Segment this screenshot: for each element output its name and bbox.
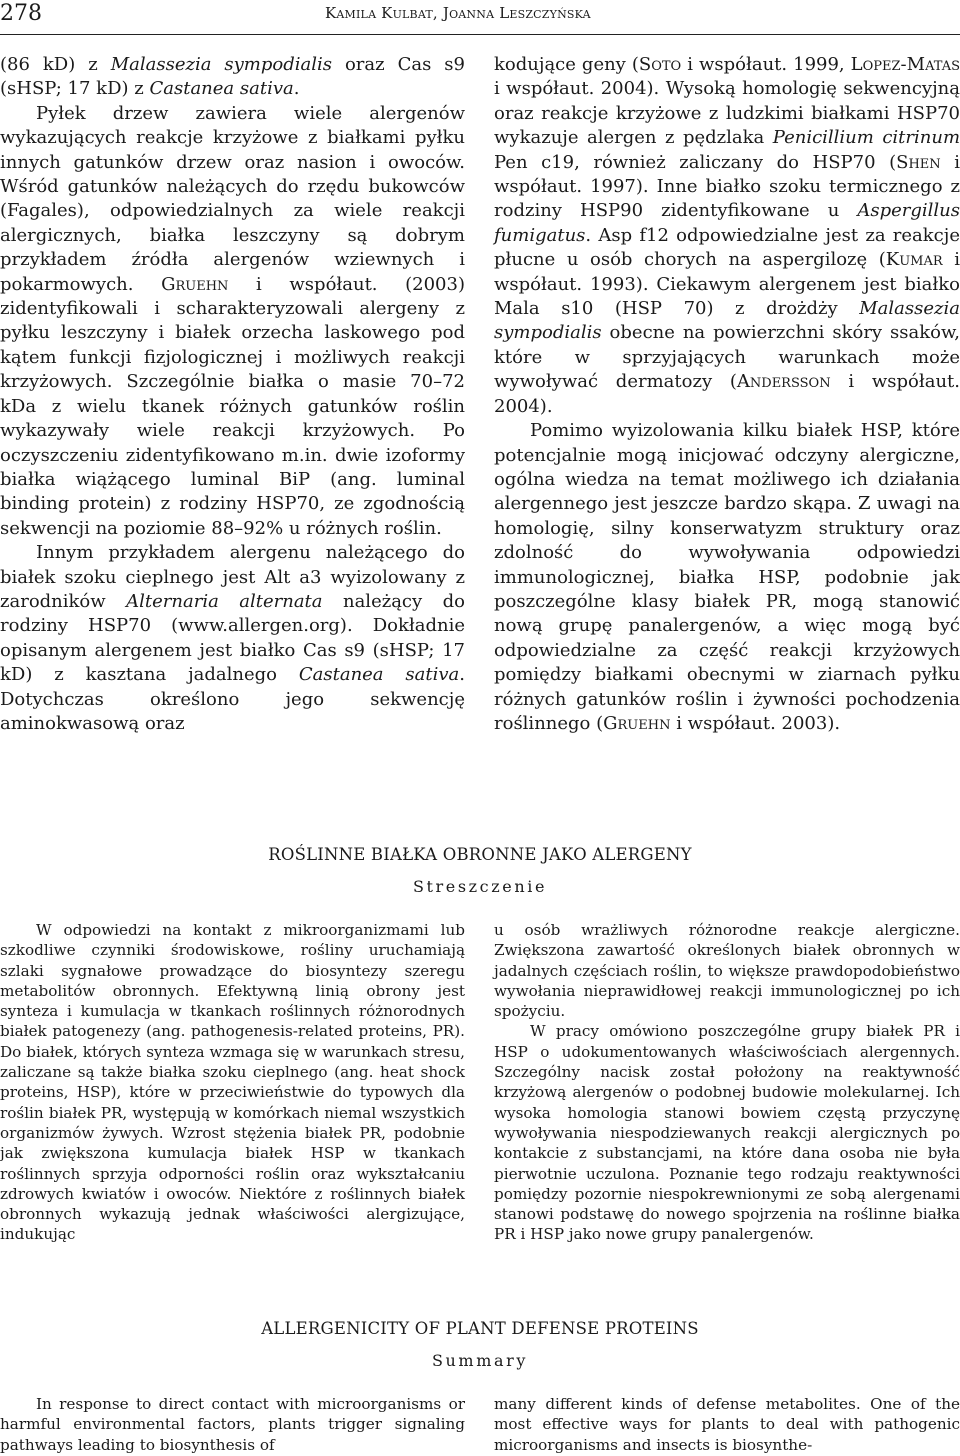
species-name: Castanea sativa [298, 664, 460, 686]
abstract-paragraph: u osób wrażliwych różnorodne reakcje alergiczne. Zwiększona zawartość określonych białek obronnych w jadalnych częściach roślin, to większe prawdopodobieństwo wywołania nieprawidłowej reakcji immunologicznej po ich spożyciu. [494, 921, 960, 1021]
species-name: Malassezia sympodialis [494, 298, 960, 344]
text-run: i współaut. 1997). Inne białko szoku termicznego z rodziny HSP90 zidentyfikowane u [494, 151, 960, 222]
text-run: kodujące geny ( [494, 54, 639, 75]
running-title-authors: Kamila Kulbat, Joanna Leszczyńska [325, 4, 591, 22]
body-paragraph [494, 53, 960, 419]
summary-column-left [0, 1394, 465, 1455]
text-run: i współaut. 2004). Wysoką homologię sekwencyjną oraz reakcje krzyżowe z ludzkimi białkami HSP70 wykazuje alergen z pędzlaka [494, 78, 960, 149]
text-run: i współaut. 2003). [670, 712, 841, 734]
text-run: . Asp f12 odpowiedzialne jest za reakcje płucne u osób chorych na aspergilozę ( [494, 224, 960, 271]
body-paragraph [0, 53, 465, 102]
text-run: (86 kD) z [0, 54, 111, 75]
species-name: Aspergillus fumigatus [494, 200, 960, 246]
text-run: i współaut. 1993). Ciekawym alergenem jest białko Mala s10 (HSP 70) z drożdży [494, 249, 960, 320]
body-column-left [0, 53, 465, 736]
abstract-paragraph: W pracy omówiono poszczególne grupy białek PR i HSP o udokumentowanych właściwościach alergennych. Szczególny nacisk został położony na reaktywność krzyżową alergenów o podobnej budowie molekularnej. Ich wysoka homologia stanowi bowiem częstą przyczynę wywoływania niespodziewanych reakcji alergicznych po kontakcie z substancjami, na które dana osoba nie była pierwotnie uczulona. Poznanie tego rodzaju reaktywności pomiędzy pozornie niespokrewnionymi ze sobą alergenami stanowi podstawę do nowego spojrzenia na roślinne białka PR i HSP jako nowe grupy panalergenów. [494, 1022, 960, 1244]
summary-subtitle: Summary [431, 1351, 529, 1370]
page-number: 278 [0, 1, 42, 26]
citation-author: Shen [896, 151, 941, 173]
text-run: i współaut. 1999, [681, 54, 851, 75]
abstract-paragraph: W odpowiedzi na kontakt z mikroorganizmami lub szkodliwe czynniki środowiskowe, rośliny uruchamiają szlaki sygnałowe prowadzące do biosyntezy szeregu metabolitów obronnych. Efektywną linią obrony jest synteza i kumulacja w tkankach roślinnych różnorodnych białek patogenezy (ang. pathogenesis-related proteins, PR). Do białek, których synteza wzmaga się w warunkach stresu, zaliczane są także białka szoku cieplnego (ang. heat shock proteins, HSP), które w przeciwieństwie do typowych dla roślin białek PR, występują w komórkach niemal wszystkich organizmów żywych. Wzrost stężenia białek PR, podobnie jak zwiększona kumulacja białek HSP w tkankach roślinnych sprzyja odporności roślin oraz wykształcaniu zdrowych kwiatów i owoców. Niektóre z roślinnych białek obronnych wykazują jednak właściwości alergizujące, indukując [0, 921, 465, 1244]
text-run: . [293, 78, 300, 100]
text-run: Pomimo wyizolowania kilku białek HSP, które potencjalnie mogą inicjować odczyny alergiczne, ogólna wiedza na temat możliwego ich działania alergennego jest jeszcze bardzo skąpa. Z uwagi na homologię, silny konserwatyzm struktury oraz zdolność do wywoływania odpowiedzi immunologicznej, białka HSP, podobnie jak poszczególne klasy białek PR, mogą stanowić nową grupę panalergenów, a więc mogą być odpowiedzialne za część reakcji krzyżowych pomiędzy białkami obecnymi w ziarnach pyłku różnych gatunków roślin i żywności pochodzenia roślinnego ( [494, 420, 960, 734]
citation-author: Soto [638, 54, 682, 75]
streszczenie-subtitle: Streszczenie [412, 877, 548, 896]
body-paragraph [0, 102, 465, 541]
text-run: i współaut. (2003) zidentyfikowali i scharakteryzowali alergeny z pyłku leszczyny i białek orzecha laskowego pod kątem funkcji fizjologicznej i możliwych reakcji krzyżowych. Szczególnie białka o masie 70–72 kDa z wielu tkanek różnych gatunków roślin wykazywały wiele reakcji krzyżowych. Po oczyszczeniu zidentyfikowano m.in. dwie izoformy białka wiążącego luminal BiP (ang. luminal binding protein) z rodziny HSP70, ze zgodnością sekwencji na poziomie 88–92% u różnych roślin. [0, 273, 465, 539]
text-run: i współaut. 2004). [494, 371, 960, 417]
body-paragraph [0, 541, 465, 736]
running-head [0, 0, 960, 35]
citation-author: Andersson [736, 371, 831, 393]
summary-title: ALLERGENICITY OF PLANT DEFENSE PROTEINS [261, 1319, 699, 1338]
species-name: Castanea sativa [149, 78, 294, 100]
text-run: Innym przykładem alergenu należącego do białek szoku cieplnego jest Alt a3 wyizolowany z zarodników [0, 542, 465, 612]
summary-column-right [494, 1394, 960, 1455]
citation-author: Gruehn [603, 712, 671, 734]
body-column-right [494, 53, 960, 736]
species-name: Alternaria alternata [126, 590, 323, 612]
summary-paragraph: many different kinds of defense metabolites. One of the most effective ways for plants to deal with pathogenic microorganisms and insects is biosynthe- [494, 1395, 960, 1454]
text-run: Pyłek drzew zawiera wiele alergenów wykazujących reakcje krzyżowe z białkami pyłku innych gatunków drzew oraz nasion i owoców. Wśród gatunków należących do rzędu bukowców (Fagales), odpowiedzialnych za wiele reakcji alergicznych, białka leszczyny są dobrym przykładem źródła alergenów wziewnych i pokarmowych. [0, 102, 465, 295]
text-run: . Dotychczas określono jego sekwencję aminokwasową oraz [0, 664, 465, 734]
streszczenie-title: ROŚLINNE BIAŁKA OBRONNE JAKO ALERGENY [268, 845, 692, 864]
text-run: obecne na powierzchni skóry ssaków, które w sprzyjających warunkach może wywoływać dermatozy ( [494, 322, 960, 393]
citation-author: Lopez-Matas [850, 54, 960, 75]
species-name: Malassezia sympodialis [110, 54, 332, 75]
citation-author: Gruehn [161, 273, 229, 295]
streszczenie-column-right [494, 920, 960, 1245]
species-name: Penicillium citrinum [772, 127, 960, 149]
text-run: oraz Cas s9 (sHSP; 17 kD) z [0, 54, 465, 100]
streszczenie-column-left [0, 920, 465, 1245]
text-run: należący do rodziny HSP70 (www.allergen.org). Dokładnie opisanym alergenem jest białko Cas s9 (sHSP; 17 kD) z kasztana jadalnego [0, 590, 465, 686]
text-run: Pen c19, również zaliczany do HSP70 ( [494, 151, 897, 173]
body-paragraph [494, 419, 960, 736]
citation-author: Kumar [885, 249, 943, 271]
summary-paragraph: In response to direct contact with microorganisms or harmful environmental factors, plants trigger signaling pathways leading to biosynthesis of [0, 1395, 465, 1454]
